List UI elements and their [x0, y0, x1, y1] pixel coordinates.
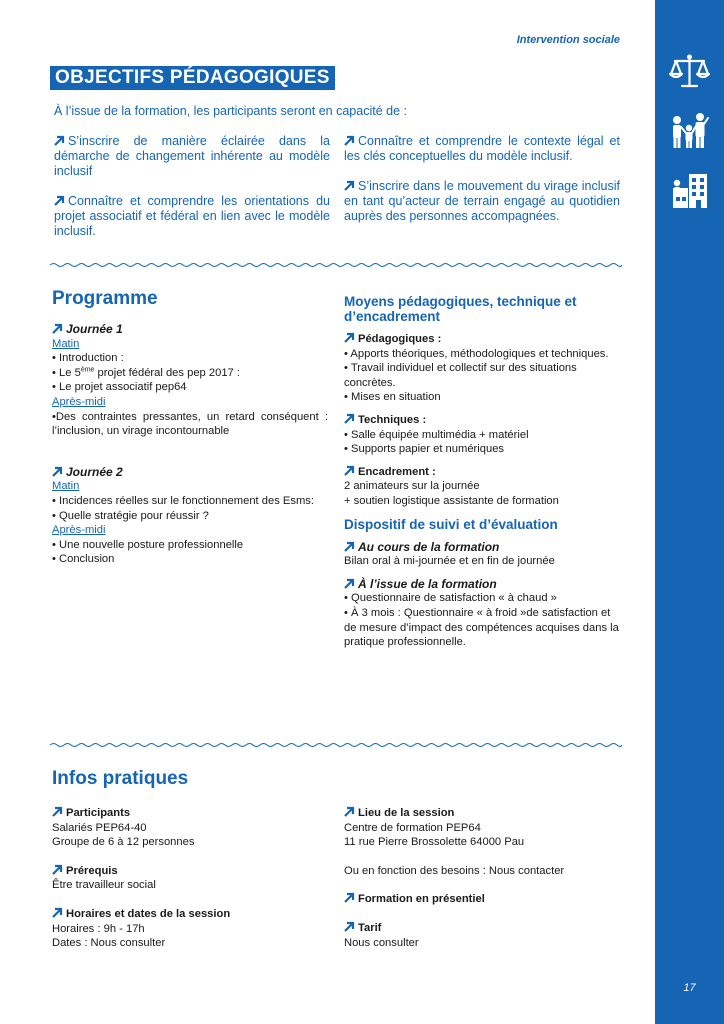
day2-afternoon-label: Après-midi [52, 524, 106, 537]
objective-text: Connaître et comprendre le contexte légal et les clés conceptuelles du modèle inclusif. [344, 134, 620, 163]
sidebar-band [655, 0, 724, 1024]
arrow-icon [52, 806, 63, 817]
arrow-icon [52, 907, 63, 918]
objectives-left-column [54, 134, 330, 254]
enc-heading [344, 465, 620, 480]
lieu-item: 11 rue Pierre Brossolette 64000 Pau [344, 836, 525, 849]
after-item: • À 3 mois : Questionnaire « à froid »de satisfaction et de mesure d’impact des compétences acquises dans la pratique professionnelle. [344, 606, 619, 649]
tech-item: • Salle équipée multimédia + matériel [344, 428, 529, 441]
objective-text: S’inscrire dans le mouvement du virage inclusif en tant qu’acteur de terrain engagé au quotidien auprès des personnes accompagnées. [344, 179, 620, 223]
objective-item [344, 179, 620, 224]
moyens-column [344, 294, 620, 650]
day1-morning-item [52, 366, 328, 381]
infos-title: Infos pratiques [52, 768, 189, 789]
after-label: À l’issue de la formation [358, 576, 497, 591]
day2-morning-item: • Incidences réelles sur le fonctionnement des Esms: [52, 494, 314, 507]
prereq-item: Être travailleur social [52, 879, 156, 892]
day2-morning-label: Matin [52, 480, 80, 493]
day2-morning-item: • Quelle stratégie pour réussir ? [52, 509, 209, 522]
moyens-title: Moyens pédagogiques, technique et d’encadrement [344, 294, 577, 324]
day1-m2-sup: ème [80, 366, 95, 374]
day1-m2-text: • Le 5 [52, 366, 81, 379]
enc-item: 2 animateurs sur la journée [344, 480, 480, 493]
buildings-icon [667, 168, 712, 213]
arrow-icon [344, 413, 355, 424]
tech-heading [344, 413, 620, 428]
tarif-item: Nous consulter [344, 936, 419, 949]
infos-left-column [52, 806, 328, 951]
arrow-icon [344, 180, 355, 191]
arrow-icon [52, 466, 63, 477]
programme-title: Programme [52, 288, 158, 309]
enc-label: Encadrement : [358, 465, 436, 478]
arrow-icon [344, 578, 355, 589]
peda-item: • Travail individuel et collectif sur des situations concrètes. [344, 362, 577, 389]
day2-label: Journée 2 [66, 464, 123, 479]
arrow-icon [344, 806, 355, 817]
participants-label: Participants [66, 807, 131, 819]
after-heading [344, 577, 620, 592]
objective-item [54, 134, 330, 179]
day1-afternoon-item: •Des contraintes pressantes, un retard conséquent : l’inclusion, un virage incontournable [52, 410, 328, 438]
horaires-label: Horaires et dates de la session [66, 907, 231, 920]
horaires-item: Horaires : 9h - 17h [52, 922, 145, 935]
arrow-icon [344, 332, 355, 343]
tarif-heading [344, 921, 620, 936]
arrow-icon [344, 921, 355, 932]
objective-item [344, 134, 620, 164]
family-group-icon [667, 108, 712, 153]
arrow-icon [344, 465, 355, 476]
lieu-label: Lieu de la session [358, 807, 455, 819]
tarif-label: Tarif [358, 921, 382, 934]
horaires-heading [52, 907, 328, 922]
programme-column [52, 322, 328, 567]
arrow-icon [344, 892, 355, 903]
day1-morning-item: • Introduction : [52, 352, 124, 365]
scales-of-justice-icon [667, 48, 712, 93]
day1-m2-text-end: projet fédéral des pep 2017 : [94, 366, 240, 379]
day2-afternoon-item: • Conclusion [52, 553, 115, 566]
wavy-divider [50, 742, 622, 748]
infos-right-column [344, 806, 620, 950]
during-label: Au cours de la formation [358, 539, 500, 554]
arrow-icon [52, 323, 63, 334]
participants-item: Salariés PEP64-40 [52, 821, 147, 834]
objectives-title: OBJECTIFS PÉDAGOGIQUES [50, 66, 335, 90]
objectives-right-column [344, 134, 620, 239]
presentiel-label: Formation en présentiel [358, 893, 485, 906]
objective-text: S’inscrire de manière éclairée dans la démarche de changement inhérente au modèle inclusif [54, 134, 330, 178]
page-number: 17 [683, 982, 696, 994]
prereq-label: Prérequis [66, 864, 118, 877]
objectives-intro: À l’issue de la formation, les participants seront en capacité de : [54, 104, 407, 118]
objective-text: Connaître et comprendre les orientations du projet associatif et fédéral en lien avec le modèle inclusif. [54, 194, 330, 238]
during-item: Bilan oral à mi-journée et en fin de journée [344, 555, 555, 568]
horaires-item: Dates : Nous consulter [52, 937, 166, 950]
objective-item [54, 194, 330, 239]
dispositif-title: Dispositif de suivi et d’évaluation [344, 516, 558, 532]
arrow-icon [54, 135, 65, 146]
day1-label: Journée 1 [66, 322, 123, 336]
presentiel-heading [344, 892, 620, 907]
arrow-icon [54, 195, 65, 206]
day2-heading [52, 465, 328, 480]
participants-item: Groupe de 6 à 12 personnes [52, 836, 195, 849]
peda-heading [344, 332, 620, 347]
arrow-icon [344, 135, 355, 146]
participants-heading [52, 806, 328, 821]
lieu-heading [344, 806, 620, 821]
tech-label: Techniques : [358, 413, 427, 426]
arrow-icon [344, 541, 355, 552]
header-section-tag: Intervention sociale [516, 34, 620, 46]
day2-afternoon-item: • Une nouvelle posture professionnelle [52, 538, 244, 551]
peda-item: • Mises en situation [344, 391, 441, 404]
day1-morning-label: Matin [52, 337, 80, 350]
prereq-heading [52, 864, 328, 879]
day1-heading [52, 322, 328, 337]
lieu-item: Ou en fonction des besoins : Nous contacter [344, 864, 565, 877]
wavy-divider [50, 262, 622, 268]
lieu-item: Centre de formation PEP64 [344, 821, 481, 834]
tech-item: • Supports papier et numériques [344, 443, 505, 456]
after-item: • Questionnaire de satisfaction « à chaud » [344, 592, 557, 605]
day1-afternoon-label: Après-midi [52, 395, 106, 408]
arrow-icon [52, 864, 63, 875]
peda-label: Pédagogiques : [358, 333, 442, 345]
enc-item: + soutien logistique assistante de formation [344, 494, 559, 507]
peda-item: • Apports théoriques, méthodologiques et techniques. [344, 347, 609, 360]
day1-morning-item: • Le projet associatif pep64 [52, 381, 187, 394]
during-heading [344, 540, 620, 555]
